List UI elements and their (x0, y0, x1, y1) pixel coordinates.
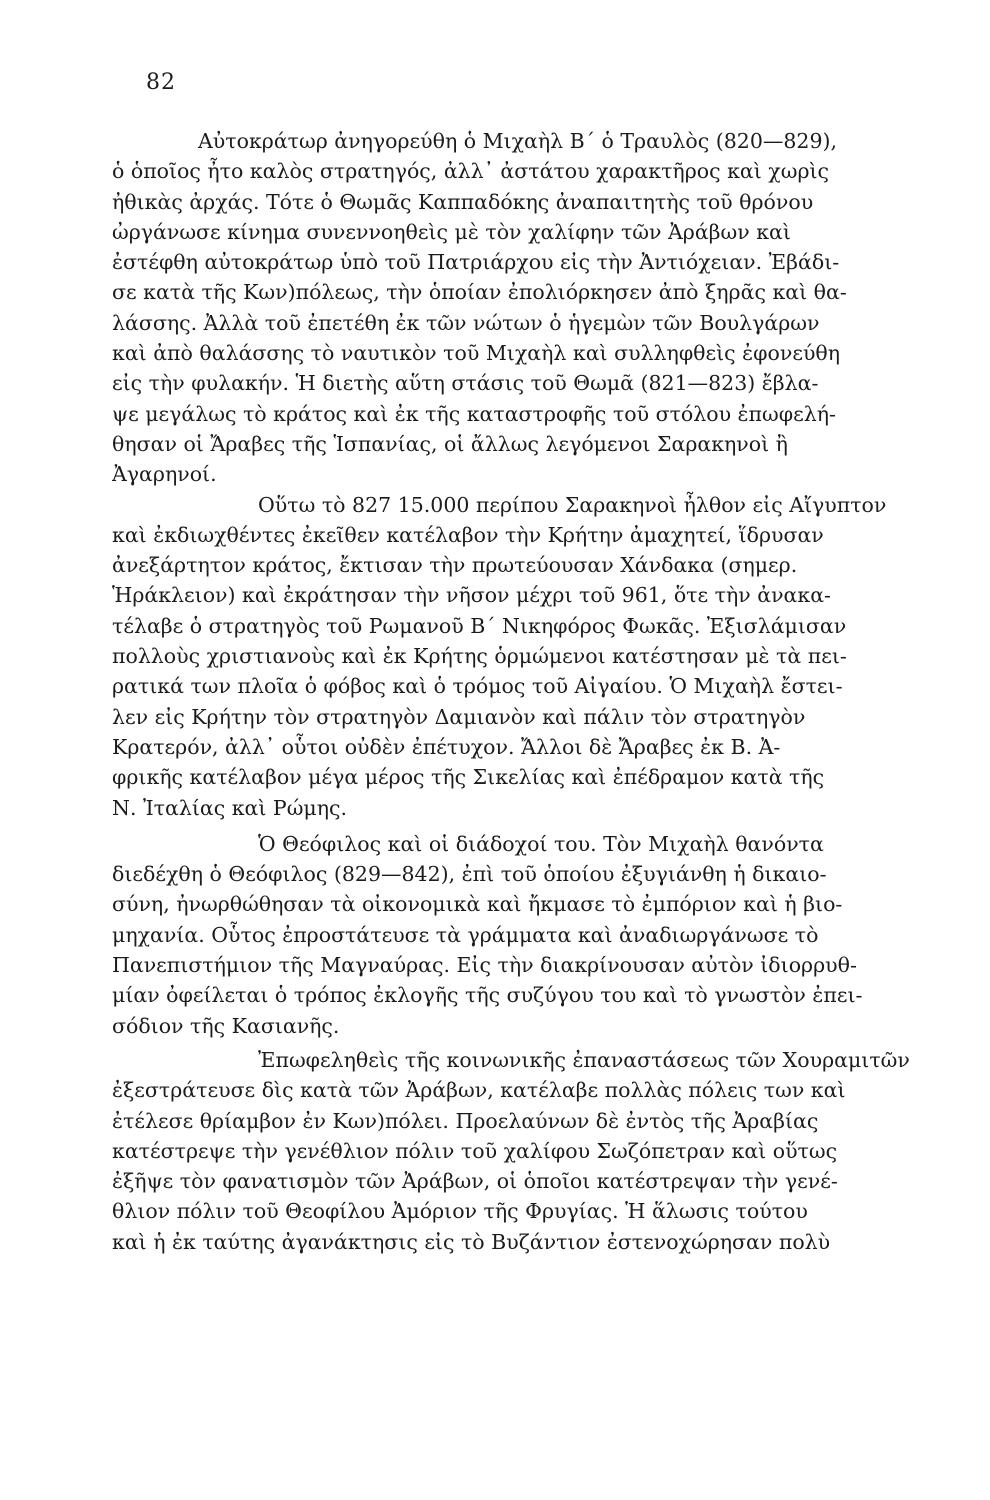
text-line: ἀνεξάρτητον κράτος, ἔκτισαν τὴν πρωτεύουσαν Χάνδακα (σημερ. (112, 553, 798, 578)
text-line: διεδέχθη ὁ Θεόφιλος (829—842), ἐπὶ τοῦ ὁποίου ἐξυγιάνθη ἡ δικαιο- (112, 862, 827, 887)
text-line: ρατικά των πλοῖα ὁ φόβος καὶ ὁ τρόμος τοῦ Αἰγαίου. Ὁ Μιχαὴλ ἔστει- (112, 674, 843, 699)
text-line: καὶ ἐκδιωχθέντες ἐκεῖθεν κατέλαβον τὴν Κρήτην ἀμαχητεί, ἵδρυσαν (112, 522, 824, 547)
text-line: Ἀγαρηνοί. (112, 462, 217, 487)
text-line: ψε μεγάλως τὸ κράτος καὶ ἐκ τῆς καταστροφῆς τοῦ στόλου ἐπωφελή- (112, 401, 836, 426)
text-line: Κρατερόν, ἀλλ᾿ οὗτοι οὐδὲν ἐπέτυχον. Ἄλλοι δὲ Ἄραβες ἐκ Β. Ἀ- (112, 734, 781, 759)
text-line: τέλαβε ὁ στρατηγὸς τοῦ Ρωμανοῦ Β΄ Νικηφόρος Φωκᾶς. Ἐξισλάμισαν (112, 613, 847, 638)
text-line: ἠθικὰς ἀρχάς. Τότε ὁ Θωμᾶς Καππαδόκης ἀναπαιτητὴς τοῦ θρόνου (112, 189, 814, 214)
text-line: φρικῆς κατέλαβον μέγα μέρος τῆς Σικελίας καὶ ἐπέδραμον κατὰ τῆς (112, 765, 825, 790)
text-line: λάσσης. Ἀλλὰ τοῦ ἐπετέθη ἐκ τῶν νώτων ὁ ἡγεμὼν τῶν Βουλγάρων (112, 310, 820, 335)
text-line: ὁ ὁποῖος ἦτο καλὸς στρατηγός, ἀλλ᾿ ἀστάτου χαρακτῆρος καὶ χωρὶς (112, 159, 830, 184)
text-line: σύνη, ἠνωρθώθησαν τὰ οἰκονομικὰ καὶ ἤκμασε τὸ ἐμπόριον καὶ ἡ βιο- (112, 892, 843, 917)
text-line: πολλοὺς χριστιανοὺς καὶ ἐκ Κρήτης ὁρμώμενοι κατέστησαν μὲ τὰ πει- (112, 644, 847, 669)
page-number: 82 (146, 70, 176, 95)
text-line: ἐξεστράτευσε δὶς κατὰ τῶν Ἀράβων, κατέλαβε πολλὰς πόλεις των καὶ (112, 1078, 846, 1103)
text-line: καὶ ἀπὸ θαλάσσης τὸ ναυτικὸν τοῦ Μιχαὴλ καὶ συλληφθεὶς ἐφονεύθη (112, 341, 841, 366)
paragraph-3 (112, 829, 980, 1041)
paragraph-4 (112, 1045, 980, 1257)
text-line: μίαν ὀφείλεται ὁ τρόπος ἐκλογῆς τῆς συζύγου του καὶ τὸ γνωστὸν ἐπει- (112, 983, 863, 1008)
page-body (112, 122, 980, 1257)
text-line: Ἡράκλειον) καὶ ἐκράτησαν τὴν νῆσον μέχρι τοῦ 961, ὅτε τὴν ἀνακα- (112, 583, 831, 608)
text-line: Οὕτω τὸ 827 15.000 περίπου Σαρακηνοὶ ἦλθον εἰς Αἴγυπτον (258, 492, 887, 517)
text-line: ἐστέφθη αὐτοκράτωρ ὑπὸ τοῦ Πατριάρχου εἰς τὴν Ἀντιόχειαν. Ἐβάδι- (112, 250, 840, 275)
text-line: μηχανία. Οὗτος ἐπροστάτευσε τὰ γράμματα καὶ ἀναδιωργάνωσε τὸ (112, 922, 819, 947)
text-line: καὶ ἡ ἐκ ταύτης ἀγανάκτησις εἰς τὸ Βυζάντιον ἐστενοχώρησαν πολὺ (112, 1229, 831, 1254)
text-line: Ν. Ἰταλίας καὶ Ρώμης. (112, 795, 348, 820)
text-line: ὠργάνωσε κίνημα συνεννοηθεὶς μὲ τὸν χαλίφην τῶν Ἀράβων καὶ (112, 219, 791, 244)
text-line: σόδιον τῆς Κασιανῆς. (112, 1013, 340, 1038)
text-line: Ἐπωφεληθεὶς τῆς κοινωνικῆς ἐπαναστάσεως τῶν Χουραμιτῶν (258, 1047, 910, 1072)
text-line: ἐτέλεσε θρίαμβον ἐν Κων)πόλει. Προελαύνων δὲ ἐντὸς τῆς Ἀραβίας (112, 1108, 819, 1133)
paragraph-2 (112, 490, 980, 823)
text-line: θλιον πόλιν τοῦ Θεοφίλου Ἀμόριον τῆς Φρυγίας. Ἡ ἅλωσις τούτου (112, 1199, 808, 1224)
text-line: Αὐτοκράτωρ ἀνηγορεύθη ὁ Μιχαὴλ Β΄ ὁ Τραυλὸς (820—829), (198, 129, 838, 153)
text-line: κατέστρεψε τὴν γενέθλιον πόλιν τοῦ χαλίφου Σωζόπετραν καὶ οὕτως (112, 1138, 838, 1163)
text-line: θησαν οἱ Ἄραβες τῆς Ἱσπανίας, οἱ ἄλλως λεγόμενοι Σαρακηνοὶ ἢ (112, 431, 788, 456)
text-line: λεν εἰς Κρήτην τὸν στρατηγὸν Δαμιανὸν καὶ πάλιν τὸν στρατηγὸν (112, 704, 806, 729)
text-line: σε κατὰ τῆς Κων)πόλεως, τὴν ὁποίαν ἐπολιόρκησεν ἀπὸ ξηρᾶς καὶ θα- (112, 280, 847, 305)
paragraph-1 (112, 126, 980, 490)
text-line: Πανεπιστήμιον τῆς Μαγναύρας. Εἰς τὴν διακρίνουσαν αὐτὸν ἰδιορρυθ- (112, 953, 857, 978)
text-line: ἐξῆψε τὸν φανατισμὸν τῶν Ἀράβων, οἱ ὁποῖοι κατέστρεψαν τὴν γενέ- (112, 1169, 838, 1194)
section-heading-line: Ὁ Θεόφιλος καὶ οἱ διάδοχοί του. Τὸν Μιχαὴλ θανόντα (258, 831, 824, 856)
text-line: εἰς τὴν φυλακήν. Ἡ διετὴς αὕτη στάσις τοῦ Θωμᾶ (821—823) ἔβλα- (112, 371, 819, 396)
